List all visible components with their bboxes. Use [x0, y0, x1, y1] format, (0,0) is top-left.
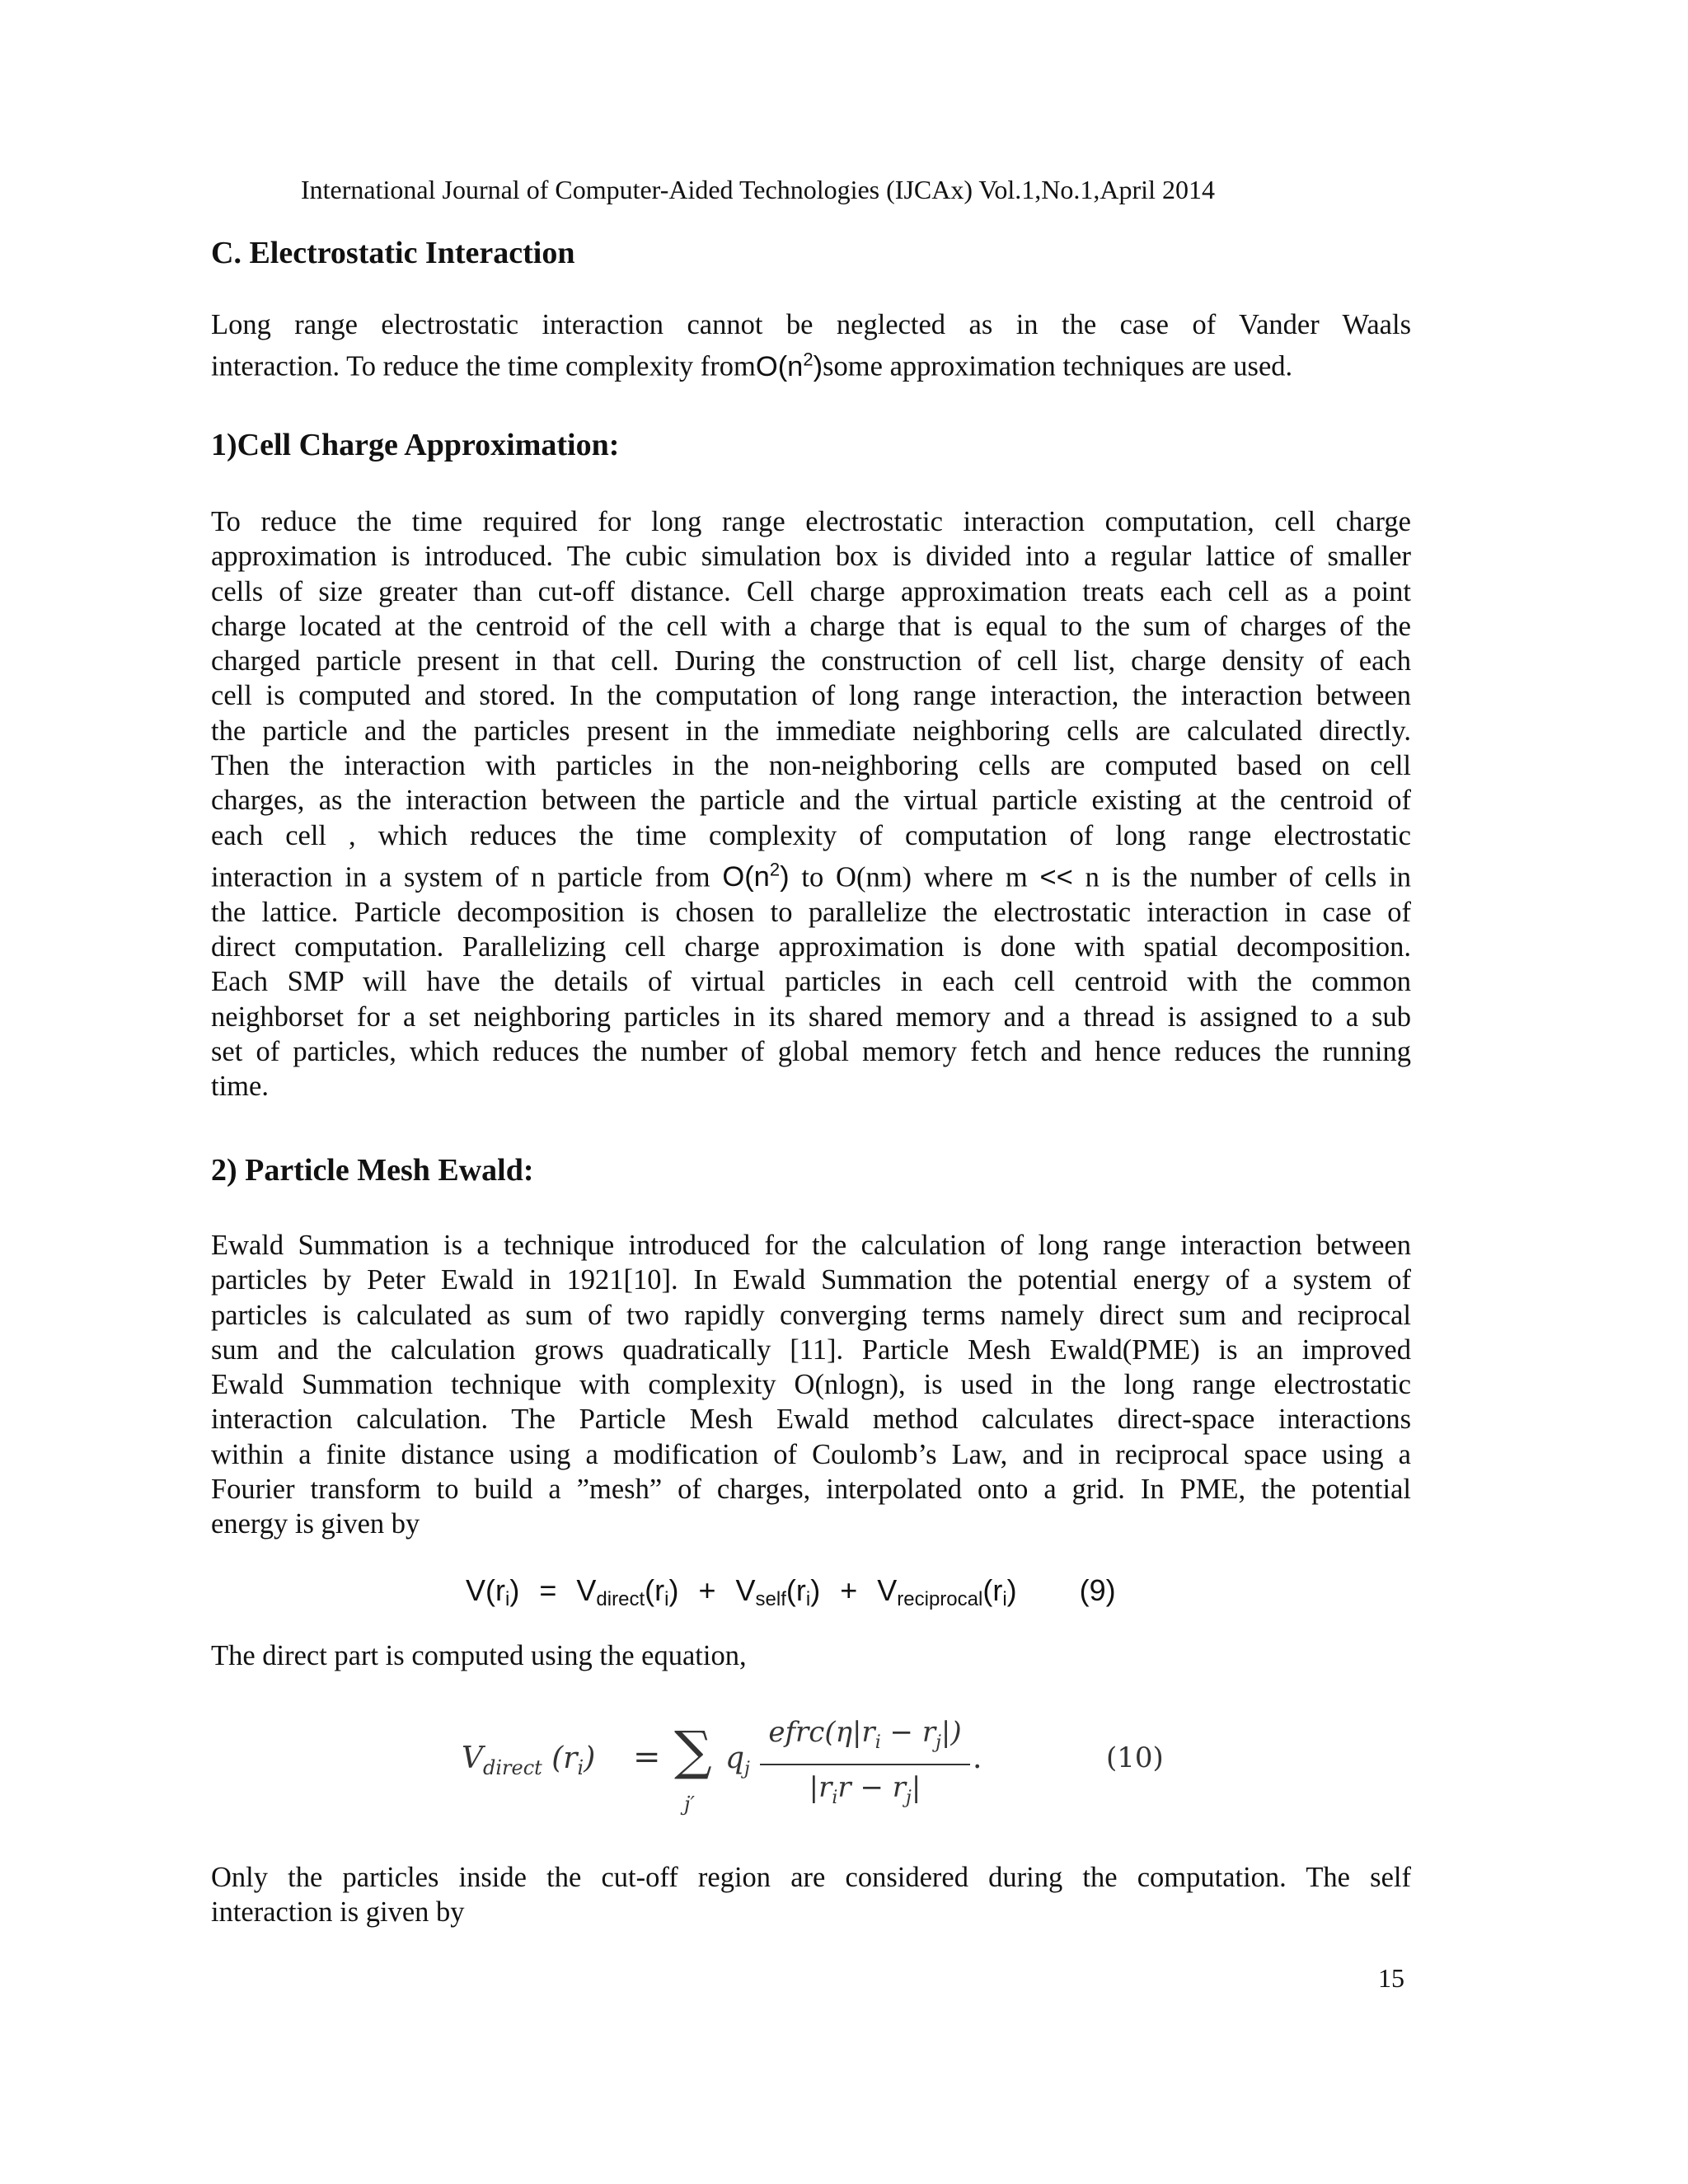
math-run: q	[725, 1741, 745, 1775]
math-run: )	[668, 1573, 679, 1607]
fraction-numerator	[760, 1713, 970, 1762]
page-number: 15	[1378, 1963, 1404, 1993]
math-run: )	[509, 1573, 520, 1607]
paragraph-line: particles is calculated as sum of two rapidly converging terms namely direct sum and reciprocal	[211, 1299, 1411, 1331]
paragraph-line: sum and the calculation grows quadratically [11]. Particle Mesh Ewald(PME) is an improved	[211, 1333, 1411, 1366]
paragraph-line: interaction calculation. The Particle Mesh Ewald method calculates direct-space interactions	[211, 1404, 1411, 1436]
subsection-heading-cell-charge: 1)Cell Charge Approximation:	[211, 428, 620, 462]
math-run: |	[911, 1770, 921, 1804]
paragraph-line: charges, as the interaction between the particle and the virtual particle existing at the centroid of	[211, 785, 1411, 817]
math-superscript: 2	[803, 349, 814, 370]
math-run: V	[877, 1573, 898, 1607]
math-run: r − r	[837, 1770, 907, 1804]
text-run: n is the number of cells in	[1072, 861, 1411, 893]
paragraph-line: within a finite distance using a modification of Coulomb’s Law, and in reciprocal space using a	[211, 1438, 1411, 1470]
math-subscript: self	[755, 1588, 786, 1610]
math-run: )	[810, 1573, 821, 1607]
paragraph-line: time.	[211, 1071, 269, 1103]
equation-9	[466, 1570, 1116, 1620]
paragraph-line: charged particle present in that cell. During the construction of cell list, charge density of each	[211, 645, 1411, 677]
equation-number: (10)	[1106, 1741, 1164, 1774]
math-superscript: 2	[769, 859, 781, 880]
direct-intro	[211, 1638, 1411, 1673]
math-run: − r	[880, 1716, 936, 1749]
math-complexity	[756, 351, 823, 382]
math-run: (r	[982, 1573, 1003, 1607]
math-subscript: i	[832, 1787, 838, 1808]
math-run: V	[576, 1573, 597, 1607]
text-run: interaction. To reduce the time complexity from	[211, 350, 756, 382]
paragraph-line: Then the interaction with particles in the non-neighboring cells are computed based on cell	[211, 750, 1411, 782]
math-run: O(n	[722, 861, 770, 893]
paragraph-line: Each SMP will have the details of virtual particles in each cell centroid with the common	[211, 966, 1411, 998]
math-equals: =	[633, 1738, 661, 1776]
paragraph-line: particles by Peter Ewald in 1921[10]. In Ewald Summation the potential energy of a system of	[211, 1264, 1411, 1296]
summation-index: j′	[684, 1793, 695, 1816]
math-subscript: i	[805, 1588, 811, 1610]
paragraph-line: cells of size greater than cut-off distance. Cell charge approximation treats each cell as a point	[211, 575, 1411, 607]
paragraph-line: set of particles, which reduces the number of global memory fetch and hence reduces the running	[211, 1035, 1411, 1067]
math-period: .	[973, 1741, 982, 1775]
pme-paragraph	[211, 1228, 1411, 1542]
math-subscript: j	[906, 1787, 912, 1808]
math-run: )	[780, 861, 790, 893]
math-plus: +	[840, 1573, 858, 1607]
paragraph-line	[211, 853, 1411, 895]
paragraph-line: interaction is given by	[211, 1896, 465, 1929]
math-run: )	[813, 350, 823, 382]
text-run: to O(nm) where m	[789, 861, 1040, 893]
summation-symbol: ∑	[674, 1721, 712, 1782]
math-complexity	[722, 861, 789, 893]
paragraph-line: Fourier transform to build a ”mesh” of charges, interpolated onto a grid. In PME, the potential	[211, 1474, 1411, 1506]
math-subscript: j	[744, 1759, 750, 1780]
text-run: some approximation techniques are used.	[823, 350, 1293, 382]
text-run: interaction in a system of n particle from	[211, 861, 723, 893]
math-subscript: i	[874, 1732, 881, 1753]
fraction-bar	[760, 1764, 970, 1765]
subsection-heading-pme: 2) Particle Mesh Ewald:	[211, 1153, 534, 1188]
math-run: V(r	[466, 1573, 505, 1607]
math-subscript: i	[577, 1756, 584, 1780]
math-subscript: reciprocal	[897, 1588, 983, 1610]
paragraph-line: cell is computed and stored. In the computation of long range interaction, the interaction between	[211, 680, 1411, 712]
equation-lhs	[462, 1741, 595, 1779]
fraction-denominator	[760, 1769, 970, 1817]
math-subscript: j	[935, 1732, 941, 1753]
equation-number: (9)	[1079, 1573, 1116, 1607]
paragraph-line: the particle and the particles present in the immediate neighboring cells are calculated directly.	[211, 715, 1411, 747]
math-subscript: i	[505, 1588, 510, 1610]
paragraph-line	[211, 342, 1411, 384]
paragraph-line: The direct part is computed using the equation,	[211, 1640, 747, 1671]
fraction	[760, 1713, 970, 1817]
math-subscript: direct	[596, 1588, 645, 1610]
math-plus: +	[698, 1573, 716, 1607]
section-c-paragraph	[211, 307, 1411, 384]
math-subscript: direct	[483, 1756, 542, 1780]
paragraph-line: neighborset for a set neighboring particles in its shared memory and a thread is assigned to a sub	[211, 1001, 1411, 1033]
paragraph-line: each cell , which reduces the time complexity of computation of long range electrostatic	[211, 819, 1411, 851]
paragraph-line: Only the particles inside the cut-off region are considered during the computation. The self	[211, 1862, 1411, 1893]
running-header: International Journal of Computer-Aided Technologies (IJCAx) Vol.1,No.1,April 2014	[301, 175, 1215, 204]
paragraph-line: direct computation. Parallelizing cell charge approximation is done with spatial decomposition.	[211, 931, 1411, 963]
math-run: efrc(η|r	[768, 1716, 875, 1749]
math-run: )	[584, 1741, 596, 1775]
closing-paragraph	[211, 1860, 1411, 1930]
math-run: O(n	[755, 350, 804, 382]
math-run: )	[1006, 1573, 1017, 1607]
math-run: (r	[542, 1741, 578, 1775]
math-subscript: i	[664, 1588, 669, 1610]
paragraph-line: Ewald Summation is a technique introduced for the calculation of long range interaction between	[211, 1230, 1411, 1261]
math-equals: =	[539, 1573, 557, 1607]
math-run: |)	[940, 1716, 962, 1749]
paragraph-line: Ewald Summation technique with complexity O(nlogn), is used in the long range electrostatic	[211, 1369, 1411, 1401]
math-subscript: i	[1002, 1588, 1007, 1610]
paragraph-line: Long range electrostatic interaction cannot be neglected as in the case of Vander Waals	[211, 309, 1411, 340]
math-run: (r	[645, 1573, 665, 1607]
paragraph-line: charge located at the centroid of the cell with a charge that is equal to the sum of charges of the	[211, 610, 1411, 642]
math-much-less: <<	[1039, 861, 1073, 893]
math-run: (r	[785, 1573, 806, 1607]
charge-term	[725, 1741, 750, 1779]
math-run: |r	[809, 1770, 832, 1804]
paragraph-line: To reduce the time required for long range electrostatic interaction computation, cell charge	[211, 506, 1411, 537]
math-run: V	[735, 1573, 756, 1607]
equation-10	[462, 1718, 1203, 1825]
section-heading-electrostatic: C. Electrostatic Interaction	[211, 236, 575, 270]
cell-charge-paragraph	[211, 504, 1411, 1104]
math-run: V	[462, 1741, 483, 1775]
paragraph-line: the lattice. Particle decomposition is chosen to parallelize the electrostatic interaction in case of	[211, 896, 1411, 928]
paragraph-line: energy is given by	[211, 1508, 420, 1540]
paragraph-line: approximation is introduced. The cubic simulation box is divided into a regular lattice of smaller	[211, 541, 1411, 573]
